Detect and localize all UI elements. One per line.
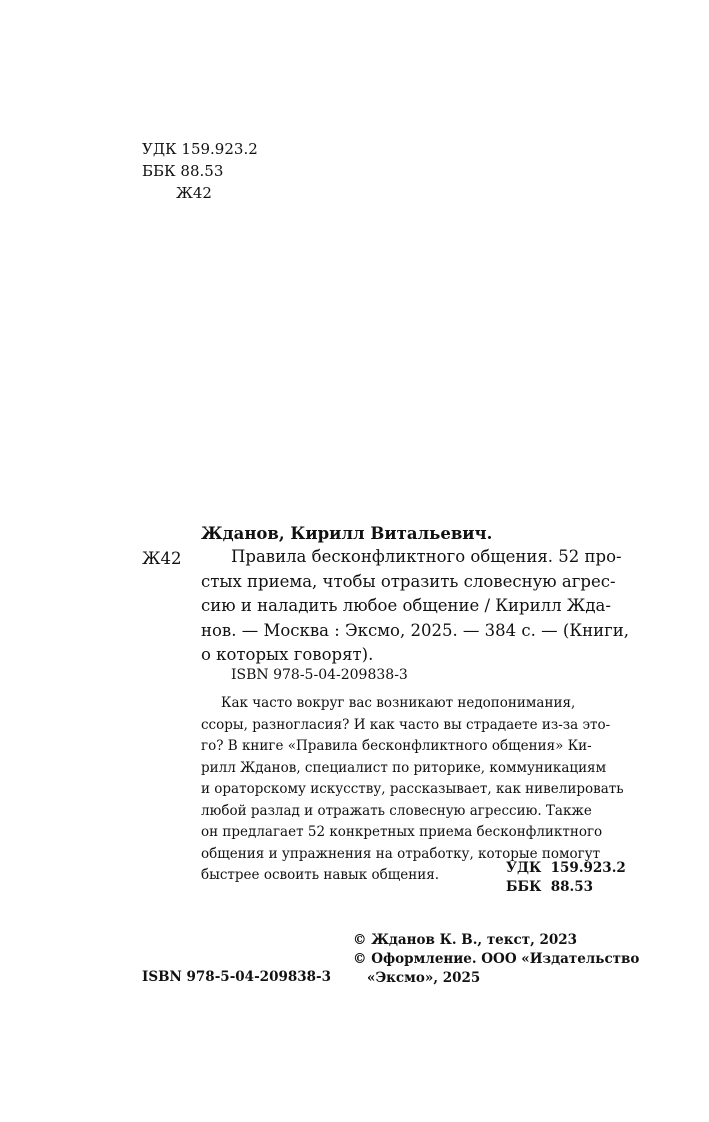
copyright-text: © Жданов К. В., текст, 2023 — [353, 932, 578, 948]
author-sign: Ж42 — [176, 184, 212, 202]
record-line: Правила бесконфликтного общения. 52 про- — [231, 547, 622, 566]
udk-code: УДК 159.923.2 — [142, 140, 258, 158]
record-line: сию и наладить любое общение / Кирилл Жда- — [201, 596, 611, 615]
copyright-design-cont: «Эксмо», 2025 — [367, 970, 481, 986]
annotation — [201, 693, 624, 887]
record-line: нов. — Москва : Эксмо, 2025. — 384 с. — (Книги, — [201, 620, 629, 640]
annotation-line: ссоры, разногласия? И как часто вы страдаете из-за это- — [201, 716, 611, 733]
bibliographic-record — [201, 545, 629, 668]
annotation-line: рилл Жданов, специалист по риторике, коммуникациям — [201, 759, 607, 776]
record-isbn: ISBN 978-5-04-209838-3 — [231, 667, 408, 683]
annotation-line: любой разлад и отражать словесную агрессию. Также — [201, 802, 592, 819]
record-author-sign: Ж42 — [142, 549, 182, 568]
record-line: стых приема, чтобы отразить словесную агрес- — [201, 571, 616, 591]
annotation-line: го? В книге «Правила бесконфликтного общения» Ки- — [201, 738, 592, 754]
catalog-codes-top — [142, 138, 258, 204]
isbn-bottom: ISBN 978-5-04-209838-3 — [142, 969, 332, 985]
annotation-line: он предлагает 52 конкретных приема бесконфликтного — [201, 824, 603, 840]
copyright-block — [353, 931, 639, 988]
annotation-line: быстрее освоить навык общения. — [201, 867, 440, 883]
annotation-line: общения и упражнения на отработку, которые помогут — [201, 845, 601, 862]
record-author: Жданов, Кирилл Витальевич. — [201, 524, 493, 543]
bbk-code: ББК 88.53 — [142, 162, 224, 180]
annotation-line: Как часто вокруг вас возникают недопонимания, — [221, 695, 576, 711]
udk-code-bottom: УДК 159.923.2 — [506, 860, 626, 876]
catalog-codes-bottom — [506, 859, 626, 897]
copyright-design: © Оформление. ООО «Издательство — [353, 951, 640, 967]
bbk-code-bottom: ББК 88.53 — [506, 879, 594, 895]
record-line: о которых говорят). — [201, 645, 374, 664]
annotation-line: и ораторскому искусству, рассказывает, как нивелировать — [201, 781, 624, 797]
